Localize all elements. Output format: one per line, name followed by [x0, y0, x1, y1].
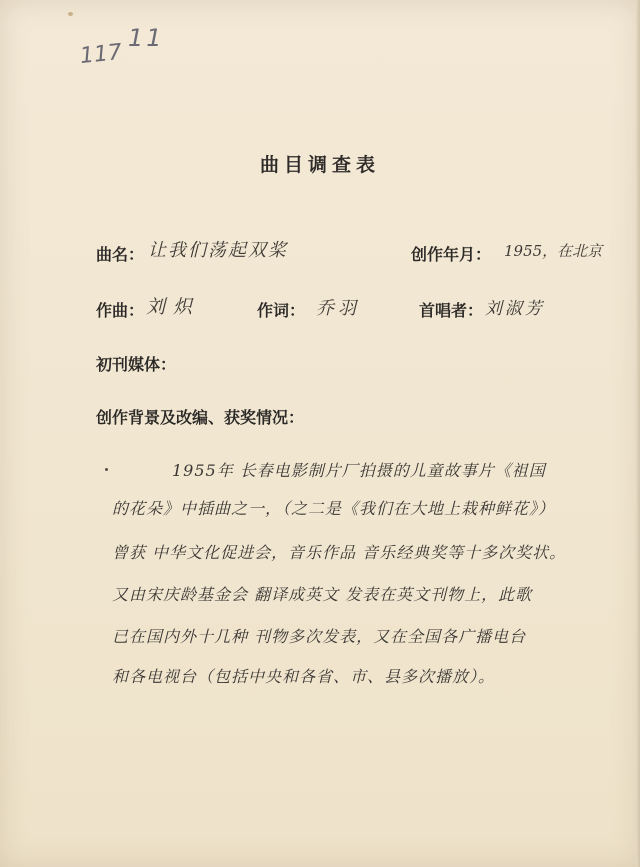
composer-label: 作曲：: [96, 301, 145, 320]
bullet-dot: [105, 468, 108, 471]
paper-edge: [636, 0, 640, 867]
background-line: 的花朵》中插曲之一，（之二是《我们在大地上栽种鲜花》）: [112, 499, 556, 518]
pencil-marks: 11: [128, 24, 165, 52]
creation-date-label: 创作年月：: [411, 245, 492, 264]
background-line: 又由宋庆龄基金会 翻译成英文 发表在英文刊物上，此歌: [112, 585, 533, 604]
form-title: 曲目调查表: [259, 154, 380, 176]
background-line: 已在国内外十几种 刊物多次发表，又在全国各广播电台: [112, 627, 527, 646]
first-singer-label: 首唱者：: [419, 301, 484, 320]
song-name-value: 让我们荡起双桨: [148, 240, 288, 261]
paper-stain: [68, 12, 73, 16]
pencil-number: 117: [78, 39, 124, 70]
first-singer-value: 刘淑芳: [485, 299, 545, 319]
background-line: 1955年 长春电影制片厂拍摄的儿童故事片《祖国: [172, 461, 546, 480]
background-label: 创作背景及改编、获奖情况：: [96, 408, 305, 427]
creation-date-value: 1955，在北京: [504, 242, 603, 260]
background-line: 和各电视台（包括中央和各省、市、县多次播放）。: [112, 667, 496, 686]
first-publication-label: 初刊媒体：: [96, 355, 177, 374]
lyricist-value: 乔羽: [316, 298, 360, 319]
song-name-label: 曲名：: [96, 245, 145, 264]
composer-value: 刘炽: [146, 296, 201, 318]
lyricist-label: 作词：: [257, 301, 306, 320]
background-line: 曾获 中华文化促进会，音乐作品 音乐经典奖等十多次奖状。: [112, 543, 567, 562]
